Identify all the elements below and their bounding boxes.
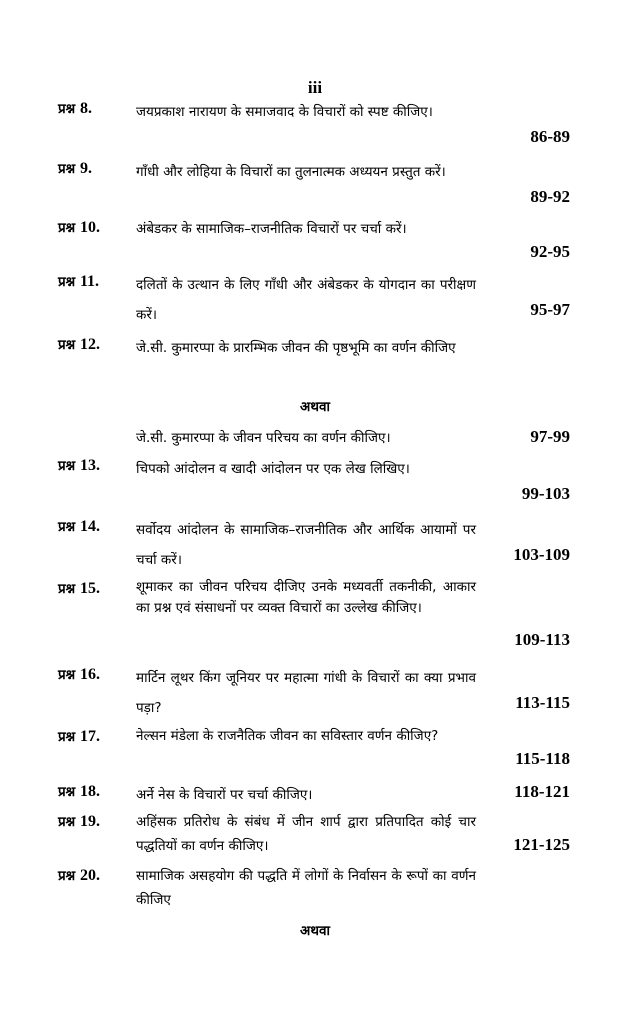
page-range: 95-97 xyxy=(530,300,570,319)
question-text: जयप्रकाश नारायण के समाजवाद के विचारों को स्पष्ट कीजिए। xyxy=(136,104,433,120)
question-label: प्रश्न 17. xyxy=(58,728,100,745)
question-label: प्रश्न 9. xyxy=(58,160,92,177)
page-range: 103-109 xyxy=(513,545,570,564)
question-text: अंबेडकर के सामाजिक–राजनीतिक विचारों पर चर्चा करें। xyxy=(136,221,407,237)
question-text: सर्वोदय आंदोलन के सामाजिक–राजनीतिक और आर्थिक आयामों पर चर्चा करें। xyxy=(136,522,476,568)
page-range: 109-113 xyxy=(514,630,570,649)
athva-divider: अथवा xyxy=(300,399,330,415)
page-range: 113-115 xyxy=(515,693,570,712)
question-label: प्रश्न 15. xyxy=(58,580,100,597)
question-label: प्रश्न 20. xyxy=(58,867,100,884)
page-range: 86-89 xyxy=(530,127,570,146)
question-text: सामाजिक असहयोग की पद्धति में लोगों के निर्वासन के रूपों का वर्णन कीजिए xyxy=(136,868,476,908)
question-text: शूमाकर का जीवन परिचय दीजिए उनके मध्यवर्ती तकनीकी, आकार का प्रश्न एवं संसाधनों पर व्यक्त विचारों का उल्लेख कीजिए। xyxy=(136,579,476,616)
page-range: 92-95 xyxy=(530,242,570,261)
question-label: प्रश्न 14. xyxy=(58,518,100,535)
question-text: मार्टिन लूथर किंग जूनियर पर महात्मा गांधी के विचारों का क्या प्रभाव पड़ा? xyxy=(136,670,476,716)
page-range: 89-92 xyxy=(530,187,570,206)
page-range: 115-118 xyxy=(515,749,570,768)
question-text: जे.सी. कुमारप्पा के प्रारम्भिक जीवन की पृष्ठभूमि का वर्णन कीजिए xyxy=(136,340,456,356)
question-label: प्रश्न 19. xyxy=(58,813,100,830)
page-number: iii xyxy=(307,78,323,97)
page-range: 118-121 xyxy=(514,782,570,801)
question-label: प्रश्न 18. xyxy=(58,783,100,800)
question-label: प्रश्न 11. xyxy=(58,273,100,290)
question-text: जे.सी. कुमारप्पा के जीवन परिचय का वर्णन कीजिए। xyxy=(136,430,391,446)
question-label: प्रश्न 16. xyxy=(58,666,100,683)
question-text: अर्ने नेस के विचारों पर चर्चा कीजिए। xyxy=(136,787,313,803)
question-label: प्रश्न 12. xyxy=(58,336,100,353)
page-range: 121-125 xyxy=(513,835,570,854)
athva-divider: अथवा xyxy=(300,923,330,939)
question-text: नेल्सन मंडेला के राजनैतिक जीवन का सविस्तार वर्णन कीजिए? xyxy=(136,728,439,744)
question-label: प्रश्न 13. xyxy=(58,457,100,474)
page-range: 97-99 xyxy=(530,427,570,446)
question-text: गाँधी और लोहिया के विचारों का तुलनात्मक अध्ययन प्रस्तुत करें। xyxy=(136,164,446,180)
question-text: चिपको आंदोलन व खादी आंदोलन पर एक लेख लिखिए। xyxy=(136,461,410,477)
question-text: दलितों के उत्थान के लिए गाँधी और अंबेडकर के योगदान का परीक्षण करें। xyxy=(136,277,476,323)
question-text: अहिंसक प्रतिरोध के संबंध में जीन शार्प द्वारा प्रतिपादित कोई चार पद्धतियों का वर्णन कीजिए। xyxy=(136,814,476,854)
page-range: 99-103 xyxy=(521,484,570,503)
question-label: प्रश्न 10. xyxy=(58,219,100,236)
question-label: प्रश्न 8. xyxy=(58,100,92,117)
